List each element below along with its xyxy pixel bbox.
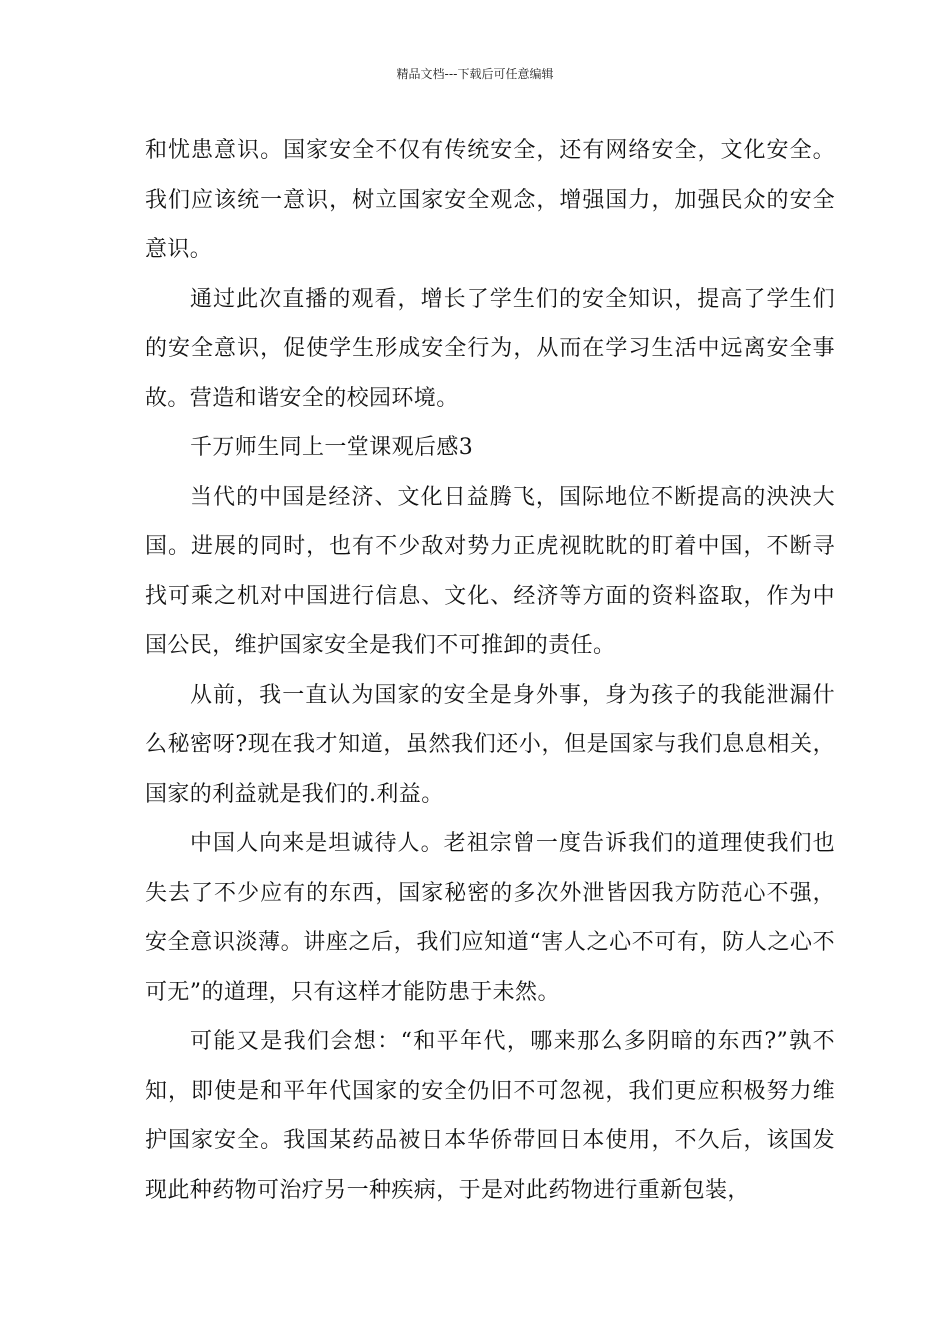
section-heading: 千万师生同上一堂课观后感3: [190, 435, 474, 460]
paragraph-6: 可能又是我们会想：“和平年代，哪来那么多阴暗的东西?”孰不知，即使是和平年代国家的安全仍旧不可忽视，我们更应积极努力维护国家安全。我国某药品被日本华侨带回日本使用，不久后，该国发现此种药物可治疗另一种疾病，于是对此药物进行重新包装，: [145, 1029, 835, 1203]
paragraph-3: 当代的中国是经济、文化日益腾飞，国际地位不断提高的泱泱大国。进展的同时，也有不少敌对势力正虎视眈眈的盯着中国，不断寻找可乘之机对中国进行信息、文化、经济等方面的资料盗取，作为中国公民，维护国家安全是我们不可推卸的责任。: [145, 484, 835, 658]
paragraph-5: 中国人向来是坦诚待人。老祖宗曾一度告诉我们的道理使我们也失去了不少应有的东西，国家秘密的多次外泄皆因我方防范心不强，安全意识淡薄。讲座之后，我们应知道“害人之心不可有，防人之心不可无”的道理，只有这样才能防患于未然。: [145, 831, 835, 1005]
paragraph-2: 通过此次直播的观看，增长了学生们的安全知识，提高了学生们的安全意识，促使学生形成安全行为，从而在学习生活中远离安全事故。营造和谐安全的校园环境。: [145, 286, 835, 411]
paragraph-4: 从前，我一直认为国家的安全是身外事，身为孩子的我能泄漏什么秘密呀?现在我才知道，虽然我们还小，但是国家与我们息息相关，国家的利益就是我们的.利益。: [145, 682, 835, 807]
page-header: 精品文档---下载后可任意编辑: [396, 67, 554, 81]
document-body: [145, 126, 835, 1215]
paragraph-1: 和忧患意识。国家安全不仅有传统安全，还有网络安全，文化安全。我们应该统一意识，树立国家安全观念，增强国力，加强民众的安全意识。: [145, 138, 835, 262]
